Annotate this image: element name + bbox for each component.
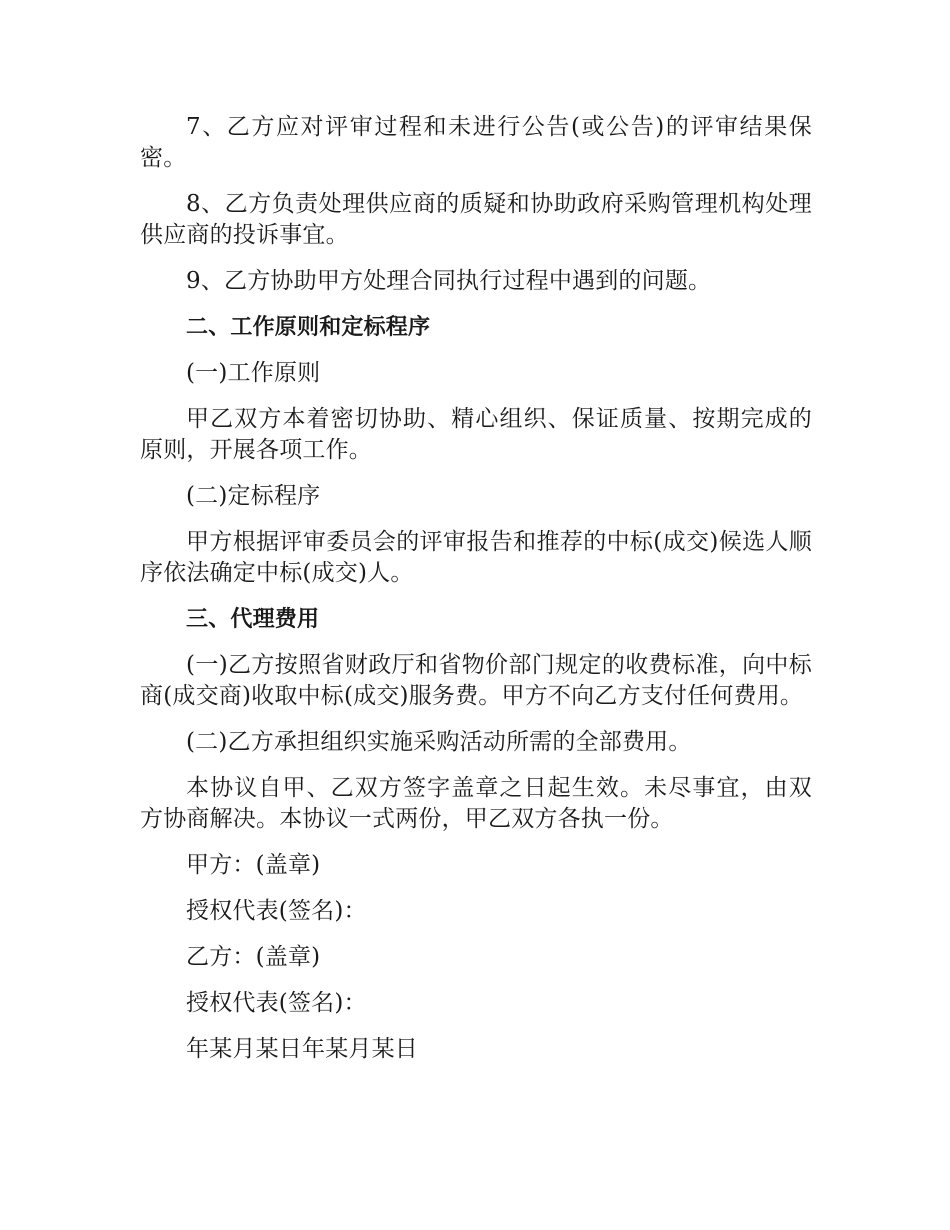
principle-text: 甲乙双方本着密切协助、精心组织、保证质量、按期完成的原则，开展各项工作。 — [140, 406, 812, 463]
subsection-work-principles: (一)工作原则 — [186, 360, 321, 386]
effective-clause: 本协议自甲、乙双方签字盖章之日起生效。未尽事宜，由双方协商解决。本协议一式两份，甲乙双方各执一份。 — [140, 775, 812, 832]
party-a-seal: 甲方：(盖章) — [186, 852, 321, 878]
clause-9: 9、乙方协助甲方处理合同执行过程中遇到的问题。 — [186, 268, 712, 294]
award-text: 甲方根据评审委员会的评审报告和推荐的中标(成交)候选人顺序依法确定中标(成交)人。 — [140, 529, 812, 586]
clause-7: 7、乙方应对评审过程和未进行公告(或公告)的评审结果保密。 — [140, 114, 812, 171]
signing-dates: 年某月某日年某月某日 — [186, 1036, 418, 1062]
subsection-award-procedure: (二)定标程序 — [186, 483, 321, 509]
section-3-heading: 三、代理费用 — [186, 607, 320, 632]
section-2-heading: 二、工作原则和定标程序 — [186, 315, 431, 340]
party-b-signature: 授权代表(签名)： — [186, 990, 367, 1016]
party-b-seal: 乙方：(盖章) — [186, 944, 321, 970]
fee-clause-2: (二)乙方承担组织实施采购活动所需的全部费用。 — [186, 729, 692, 755]
party-a-signature: 授权代表(签名)： — [186, 898, 367, 924]
fee-clause-1: (一)乙方按照省财政厅和省物价部门规定的收费标准，向中标商(成交商)收取中标(成交)服务费。甲方不向乙方支付任何费用。 — [140, 652, 812, 709]
clause-8: 8、乙方负责处理供应商的质疑和协助政府采购管理机构处理供应商的投诉事宜。 — [140, 191, 812, 248]
document-body — [140, 112, 812, 1080]
